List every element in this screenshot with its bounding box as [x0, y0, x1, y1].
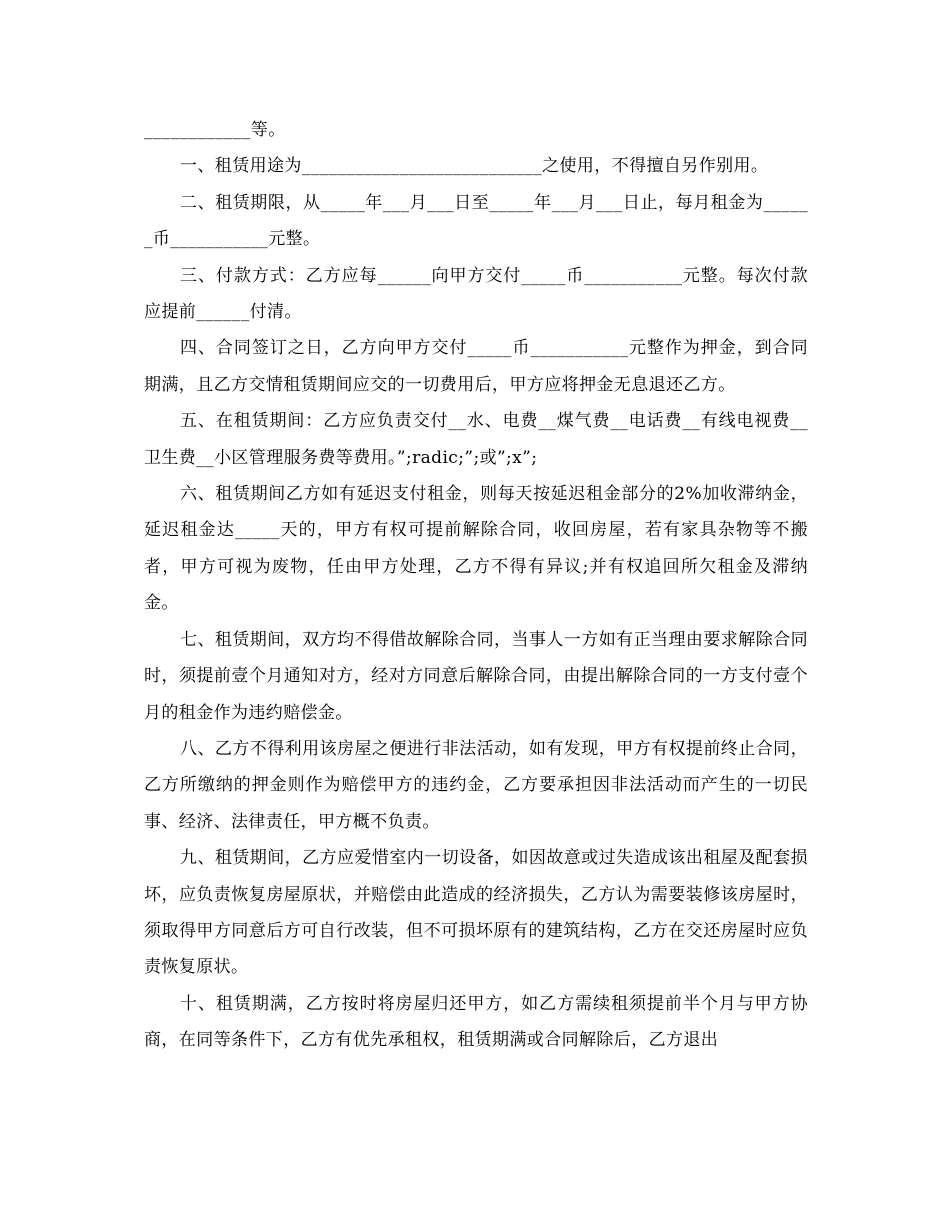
clause-10-renewal: 十、租赁期满，乙方按时将房屋归还甲方，如乙方需续租须提前半个月与甲方协商，在同等条件下，乙方有优先承租权，租赁期满或合同解除后，乙方退出 [144, 993, 808, 1051]
clause-7-termination: 七、租赁期间，双方均不得借故解除合同，当事人一方如有正当理由要求解除合同时，须提前壹个月通知对方，经对方同意后解除合同，由提出解除合同的一方支付壹个月的租金作为违约赔偿金。 [144, 629, 808, 723]
clause-8-illegal-activity: 八、乙方不得利用该房屋之便进行非法活动，如有发现，甲方有权提前终止合同，乙方所缴纳的押金则作为赔偿甲方的违约金，乙方要承担因非法活动而产生的一切民事、经济、法律责任，甲方概不负责。 [144, 738, 808, 832]
clause-9-maintenance: 九、租赁期间，乙方应爱惜室内一切设备，如因故意或过失造成该出租屋及配套损坏，应负责恢复房屋原状，并赔偿由此造成的经济损失，乙方认为需要装修该房屋时，须取得甲方同意后方可自行改装，但不可损坏原有的建筑结构，乙方在交还房屋时应负责恢复原状。 [144, 848, 808, 978]
clause-3-payment: 三、付款方式：乙方应每______向甲方交付_____币___________元整。每次付款应提前______付清。 [144, 265, 808, 323]
clause-1-usage: 一、租赁用途为___________________________之使用，不得擅自另作别用。 [180, 156, 769, 177]
clause-2-term: 二、租赁期限，从_____年___月___日至_____年___月___日止，每月租金为______币___________元整。 [144, 192, 808, 250]
document-page [144, 112, 808, 1059]
clause-6-late-payment: 六、租赁期间乙方如有延迟支付租金，则每天按延迟租金部分的2%加收滞纳金，延迟租金达_____天的，甲方有权可提前解除合同，收回房屋，若有家具杂物等不搬者，甲方可视为废物，任由甲方处理，乙方不得有异议;并有权追回所欠租金及滞纳金。 [144, 484, 808, 614]
clause-4-deposit: 四、合同签订之日，乙方向甲方交付_____币___________元整作为押金，到合同期满，且乙方交情租赁期间应交的一切费用后，甲方应将押金无息退还乙方。 [144, 338, 808, 395]
clause-5-fees: 五、在租赁期间：乙方应负责交付__水、电费__煤气费__电话费__有线电视费__卫生费__小区管理服务费等费用。”;radic;”;或”;x”; [144, 411, 808, 468]
paragraph-continuation: ____________等。 [144, 120, 286, 140]
